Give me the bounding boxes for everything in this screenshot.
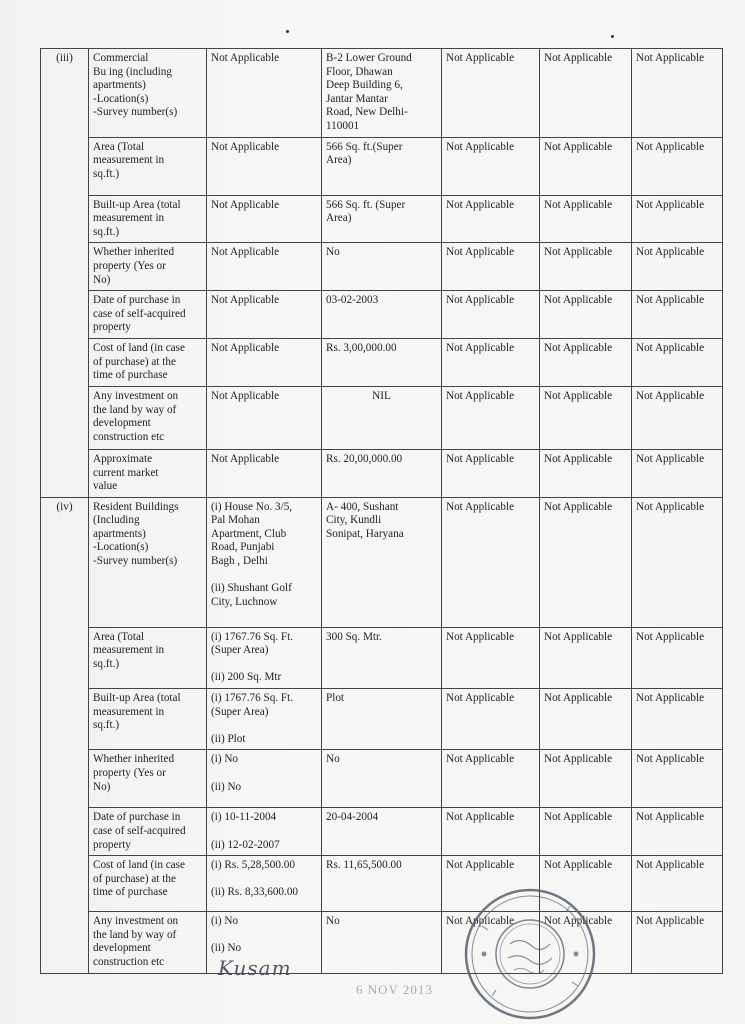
cell: Not Applicable bbox=[207, 137, 322, 195]
cell: (i) House No. 3/5, Pal Mohan Apartment, Club Road, Punjabi Bagh , Delhi (ii) Shushant Golf City, Luchnow bbox=[207, 497, 322, 627]
cell: Not Applicable bbox=[207, 195, 322, 243]
cell: (i) 10-11-2004 (ii) 12-02-2007 bbox=[207, 808, 322, 856]
table-row bbox=[41, 449, 723, 497]
cell: Not Applicable bbox=[442, 627, 540, 688]
table-row bbox=[41, 627, 723, 688]
row-label: Whether inherited property (Yes or No) bbox=[89, 243, 207, 291]
cell: Not Applicable bbox=[207, 386, 322, 449]
row-label: Commercial Bu ing (including apartments) -Location(s) -Survey number(s) bbox=[89, 49, 207, 138]
table-row bbox=[41, 808, 723, 856]
cell: Plot bbox=[322, 689, 442, 750]
cell: Not Applicable bbox=[207, 339, 322, 387]
cell: Not Applicable bbox=[632, 449, 723, 497]
row-label: Cost of land (in case of purchase) at the time of purchase bbox=[89, 339, 207, 387]
cell: Not Applicable bbox=[632, 49, 723, 138]
cell: Not Applicable bbox=[207, 49, 322, 138]
cell: No bbox=[322, 243, 442, 291]
row-label: Date of purchase in case of self-acquired property bbox=[89, 291, 207, 339]
cell: Rs. 3,00,000.00 bbox=[322, 339, 442, 387]
cell: (i) No (ii) No bbox=[207, 750, 322, 808]
handwritten-signature: Kusam bbox=[218, 956, 292, 980]
cell: Not Applicable bbox=[442, 291, 540, 339]
cell: Not Applicable bbox=[442, 339, 540, 387]
cell: 20-04-2004 bbox=[322, 808, 442, 856]
scan-speck bbox=[611, 35, 614, 38]
cell: Not Applicable bbox=[540, 912, 632, 973]
cell: Not Applicable bbox=[442, 195, 540, 243]
cell: Not Applicable bbox=[207, 291, 322, 339]
cell: Not Applicable bbox=[632, 856, 723, 912]
cell: Not Applicable bbox=[540, 689, 632, 750]
row-label: Approximate current market value bbox=[89, 449, 207, 497]
cell: Not Applicable bbox=[207, 243, 322, 291]
cell: Not Applicable bbox=[540, 386, 632, 449]
notary-seal-stamp bbox=[462, 886, 598, 1022]
cell: 566 Sq. ft. (Super Area) bbox=[322, 195, 442, 243]
cell: Not Applicable bbox=[632, 627, 723, 688]
section-number: (iv) bbox=[41, 497, 89, 973]
cell: Not Applicable bbox=[442, 137, 540, 195]
table-row bbox=[41, 243, 723, 291]
cell: Not Applicable bbox=[442, 386, 540, 449]
cell: Not Applicable bbox=[632, 689, 723, 750]
cell: Not Applicable bbox=[540, 137, 632, 195]
cell: Not Applicable bbox=[540, 339, 632, 387]
table-row bbox=[41, 49, 723, 138]
cell: Not Applicable bbox=[632, 243, 723, 291]
cell: Not Applicable bbox=[540, 449, 632, 497]
table-row bbox=[41, 856, 723, 912]
cell: Not Applicable bbox=[442, 689, 540, 750]
cell: (i) No (ii) No bbox=[207, 912, 322, 973]
row-label: Date of purchase in case of self-acquired property bbox=[89, 808, 207, 856]
table-row bbox=[41, 750, 723, 808]
cell: Rs. 20,00,000.00 bbox=[322, 449, 442, 497]
table-row bbox=[41, 195, 723, 243]
cell: Not Applicable bbox=[540, 49, 632, 138]
cell: Not Applicable bbox=[632, 386, 723, 449]
cell: Not Applicable bbox=[442, 49, 540, 138]
row-label: Any investment on the land by way of development construction etc bbox=[89, 912, 207, 973]
assets-table bbox=[40, 48, 723, 974]
cell: Not Applicable bbox=[442, 856, 540, 912]
cell: Not Applicable bbox=[540, 750, 632, 808]
cell: Not Applicable bbox=[442, 449, 540, 497]
cell: B-2 Lower Ground Floor, Dhawan Deep Building 6, Jantar Mantar Road, New Delhi- 110001 bbox=[322, 49, 442, 138]
row-label: Cost of land (in case of purchase) at the time of purchase bbox=[89, 856, 207, 912]
table-row bbox=[41, 137, 723, 195]
cell: 03-02-2003 bbox=[322, 291, 442, 339]
cell: Not Applicable bbox=[207, 449, 322, 497]
cell: Not Applicable bbox=[632, 750, 723, 808]
cell: 300 Sq. Mtr. bbox=[322, 627, 442, 688]
cell: Not Applicable bbox=[540, 291, 632, 339]
table-row bbox=[41, 291, 723, 339]
row-label: Built-up Area (total measurement in sq.ft.) bbox=[89, 689, 207, 750]
row-label: Built-up Area (total measurement in sq.ft.) bbox=[89, 195, 207, 243]
cell: (i) 1767.76 Sq. Ft. (Super Area) (ii) Plot bbox=[207, 689, 322, 750]
cell: Rs. 11,65,500.00 bbox=[322, 856, 442, 912]
cell: Not Applicable bbox=[442, 243, 540, 291]
cell: Not Applicable bbox=[632, 291, 723, 339]
cell: 566 Sq. ft.(Super Area) bbox=[322, 137, 442, 195]
table-row bbox=[41, 339, 723, 387]
row-label: Area (Total measurement in sq.ft.) bbox=[89, 137, 207, 195]
cell: (i) Rs. 5,28,500.00 (ii) Rs. 8,33,600.00 bbox=[207, 856, 322, 912]
cell: Not Applicable bbox=[442, 497, 540, 627]
table-row bbox=[41, 689, 723, 750]
cell: Not Applicable bbox=[540, 243, 632, 291]
faint-date-stamp: 6 NOV 2013 bbox=[356, 982, 433, 997]
cell: No bbox=[322, 912, 442, 973]
table-row bbox=[41, 497, 723, 627]
cell: Not Applicable bbox=[632, 195, 723, 243]
row-label: Area (Total measurement in sq.ft.) bbox=[89, 627, 207, 688]
cell: NIL bbox=[322, 386, 442, 449]
cell: Not Applicable bbox=[632, 912, 723, 973]
cell: Not Applicable bbox=[632, 497, 723, 627]
cell: Not Applicable bbox=[540, 856, 632, 912]
row-label: Whether inherited property (Yes or No) bbox=[89, 750, 207, 808]
cell: Not Applicable bbox=[540, 627, 632, 688]
cell: Not Applicable bbox=[442, 808, 540, 856]
cell: Not Applicable bbox=[540, 497, 632, 627]
cell: Not Applicable bbox=[540, 195, 632, 243]
table-row bbox=[41, 912, 723, 973]
cell: A- 400, Sushant City, Kundli Sonipat, Haryana bbox=[322, 497, 442, 627]
cell: Not Applicable bbox=[632, 137, 723, 195]
cell: Not Applicable bbox=[442, 912, 540, 973]
cell: (i) 1767.76 Sq. Ft. (Super Area) (ii) 200 Sq. Mtr bbox=[207, 627, 322, 688]
row-label: Any investment on the land by way of development construction etc bbox=[89, 386, 207, 449]
cell: Not Applicable bbox=[632, 339, 723, 387]
section-number: (iii) bbox=[41, 49, 89, 498]
cell: Not Applicable bbox=[632, 808, 723, 856]
row-label: Resident Buildings (Including apartments) -Location(s) -Survey number(s) bbox=[89, 497, 207, 627]
cell: No bbox=[322, 750, 442, 808]
table-row bbox=[41, 386, 723, 449]
cell: Not Applicable bbox=[540, 808, 632, 856]
scan-speck bbox=[286, 30, 289, 33]
cell: Not Applicable bbox=[442, 750, 540, 808]
